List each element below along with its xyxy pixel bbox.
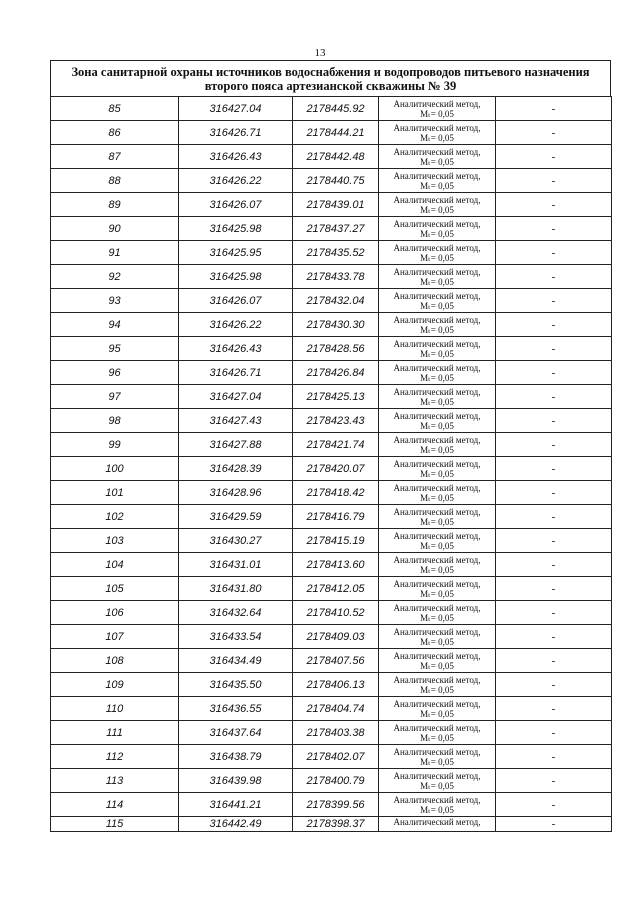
point-number: 114 <box>51 793 179 817</box>
description-cell: - <box>496 433 612 457</box>
table-row <box>51 817 612 832</box>
table-row <box>51 745 612 769</box>
coordinate-y: 2178444.21 <box>293 121 379 145</box>
method-name: Аналитический метод, <box>393 386 481 397</box>
coordinate-x: 316427.04 <box>179 97 293 121</box>
method-name: Аналитический метод, <box>393 746 481 757</box>
table-row <box>51 673 612 697</box>
point-number: 103 <box>51 529 179 553</box>
coordinate-x: 316434.49 <box>179 649 293 673</box>
method-name: Аналитический метод, <box>393 362 481 373</box>
point-number: 107 <box>51 625 179 649</box>
method-accuracy: Мₜ= 0,05 <box>420 516 454 527</box>
coordinate-x: 316431.80 <box>179 577 293 601</box>
table-row <box>51 145 612 169</box>
description-cell: - <box>496 241 612 265</box>
page-number: 13 <box>314 47 326 59</box>
description-cell: - <box>496 505 612 529</box>
coordinate-y: 2178402.07 <box>293 745 379 769</box>
point-number: 111 <box>51 721 179 745</box>
table-row <box>51 337 612 361</box>
method-name: Аналитический метод, <box>393 146 481 157</box>
coordinate-x: 316429.59 <box>179 505 293 529</box>
method-name: Аналитический метод, <box>393 578 481 589</box>
table-row <box>51 289 612 313</box>
point-number: 93 <box>51 289 179 313</box>
point-number: 106 <box>51 601 179 625</box>
coordinate-x: 316433.54 <box>179 625 293 649</box>
method-accuracy: Мₜ= 0,05 <box>420 204 454 215</box>
table-row <box>51 625 612 649</box>
description-cell: - <box>496 769 612 793</box>
point-number: 87 <box>51 145 179 169</box>
coordinate-x: 316436.55 <box>179 697 293 721</box>
method-cell <box>379 601 496 625</box>
table-row <box>51 481 612 505</box>
method-name: Аналитический метод, <box>393 554 481 565</box>
method-name: Аналитический метод, <box>393 266 481 277</box>
method-cell <box>379 625 496 649</box>
method-accuracy: Мₜ= 0,05 <box>420 348 454 359</box>
method-cell <box>379 361 496 385</box>
description-cell: - <box>496 121 612 145</box>
method-cell <box>379 793 496 817</box>
table-row <box>51 265 612 289</box>
point-number: 98 <box>51 409 179 433</box>
coordinate-x: 316427.88 <box>179 433 293 457</box>
method-accuracy: Мₜ= 0,05 <box>420 180 454 191</box>
description-cell: - <box>496 745 612 769</box>
method-cell <box>379 577 496 601</box>
table-row <box>51 553 612 577</box>
coordinate-x: 316438.79 <box>179 745 293 769</box>
method-accuracy: Мₜ= 0,05 <box>420 492 454 503</box>
coordinate-y: 2178400.79 <box>293 769 379 793</box>
point-number: 102 <box>51 505 179 529</box>
table-row <box>51 313 612 337</box>
description-cell: - <box>496 361 612 385</box>
method-cell <box>379 433 496 457</box>
coordinate-x: 316437.64 <box>179 721 293 745</box>
method-accuracy: Мₜ= 0,05 <box>420 324 454 335</box>
description-cell: - <box>496 169 612 193</box>
method-cell <box>379 217 496 241</box>
table-row <box>51 385 612 409</box>
description-cell: - <box>496 817 612 832</box>
description-cell: - <box>496 337 612 361</box>
coordinate-x: 316428.96 <box>179 481 293 505</box>
description-cell: - <box>496 601 612 625</box>
method-name: Аналитический метод, <box>393 530 481 541</box>
coordinates-table <box>50 96 612 832</box>
coordinate-x: 316426.07 <box>179 193 293 217</box>
method-cell <box>379 649 496 673</box>
coordinate-y: 2178437.27 <box>293 217 379 241</box>
coordinate-x: 316426.22 <box>179 313 293 337</box>
table-row <box>51 601 612 625</box>
coordinate-x: 316426.43 <box>179 145 293 169</box>
method-accuracy: Мₜ= 0,05 <box>420 732 454 743</box>
description-cell: - <box>496 793 612 817</box>
coordinate-x: 316435.50 <box>179 673 293 697</box>
description-cell: - <box>496 457 612 481</box>
point-number: 112 <box>51 745 179 769</box>
table-row <box>51 769 612 793</box>
coordinate-y: 2178410.52 <box>293 601 379 625</box>
method-name: Аналитический метод, <box>393 602 481 613</box>
table-row <box>51 577 612 601</box>
point-number: 104 <box>51 553 179 577</box>
table-row <box>51 793 612 817</box>
table-row <box>51 121 612 145</box>
table-row <box>51 217 612 241</box>
table-row <box>51 457 612 481</box>
coordinate-y: 2178426.84 <box>293 361 379 385</box>
method-accuracy: Мₜ= 0,05 <box>420 804 454 815</box>
method-accuracy: Мₜ= 0,05 <box>420 132 454 143</box>
method-name: Аналитический метод, <box>393 458 481 469</box>
coordinate-x: 316431.01 <box>179 553 293 577</box>
coordinate-x: 316439.98 <box>179 769 293 793</box>
method-cell <box>379 457 496 481</box>
coordinate-x: 316428.39 <box>179 457 293 481</box>
coordinate-y: 2178428.56 <box>293 337 379 361</box>
method-accuracy: Мₜ= 0,05 <box>420 420 454 431</box>
method-name: Аналитический метод, <box>393 650 481 661</box>
point-number: 108 <box>51 649 179 673</box>
method-cell <box>379 145 496 169</box>
method-name: Аналитический метод, <box>393 626 481 637</box>
method-name: Аналитический метод, <box>393 170 481 181</box>
method-name: Аналитический метод, <box>393 122 481 133</box>
method-accuracy: Мₜ= 0,05 <box>420 372 454 383</box>
point-number: 88 <box>51 169 179 193</box>
method-name: Аналитический метод, <box>393 314 481 325</box>
coordinate-y: 2178399.56 <box>293 793 379 817</box>
method-name: Аналитический метод, <box>393 338 481 349</box>
method-cell <box>379 337 496 361</box>
method-name: Аналитический метод, <box>393 482 481 493</box>
point-number: 92 <box>51 265 179 289</box>
description-cell: - <box>496 217 612 241</box>
method-name: Аналитический метод, <box>393 794 481 805</box>
method-name: Аналитический метод, <box>393 98 481 109</box>
point-number: 91 <box>51 241 179 265</box>
point-number: 99 <box>51 433 179 457</box>
description-cell: - <box>496 529 612 553</box>
method-accuracy: Мₜ= 0,05 <box>420 636 454 647</box>
coordinate-y: 2178416.79 <box>293 505 379 529</box>
method-cell <box>379 241 496 265</box>
method-accuracy: Мₜ= 0,05 <box>420 684 454 695</box>
coordinate-y: 2178404.74 <box>293 697 379 721</box>
coordinate-y: 2178407.56 <box>293 649 379 673</box>
method-cell <box>379 697 496 721</box>
method-accuracy: Мₜ= 0,05 <box>420 108 454 119</box>
table-body <box>51 97 612 832</box>
point-number: 110 <box>51 697 179 721</box>
method-name: Аналитический метод, <box>393 698 481 709</box>
point-number: 90 <box>51 217 179 241</box>
coordinate-y: 2178432.04 <box>293 289 379 313</box>
coordinate-y: 2178445.92 <box>293 97 379 121</box>
method-accuracy: Мₜ= 0,05 <box>420 780 454 791</box>
method-name: Аналитический метод, <box>393 218 481 229</box>
method-name: Аналитический метод, <box>393 770 481 781</box>
table-row <box>51 241 612 265</box>
method-name: Аналитический метод, <box>393 242 481 253</box>
description-cell: - <box>496 649 612 673</box>
method-accuracy: Мₜ= 0,05 <box>420 708 454 719</box>
method-accuracy: Мₜ= 0,05 <box>420 156 454 167</box>
table-row <box>51 169 612 193</box>
caption-line-1: Зона санитарной охраны источников водоснабжения и водопроводов питьевого назначения <box>71 65 590 79</box>
description-cell: - <box>496 721 612 745</box>
coordinate-y: 2178398.37 <box>293 817 379 832</box>
description-cell: - <box>496 673 612 697</box>
coordinate-x: 316426.71 <box>179 121 293 145</box>
method-name: Аналитический метод, <box>393 410 481 421</box>
coordinate-y: 2178423.43 <box>293 409 379 433</box>
point-number: 85 <box>51 97 179 121</box>
coordinate-y: 2178430.30 <box>293 313 379 337</box>
method-name: Аналитический метод, <box>393 506 481 517</box>
method-cell <box>379 529 496 553</box>
coordinate-x: 316425.98 <box>179 217 293 241</box>
method-cell <box>379 265 496 289</box>
coordinate-y: 2178421.74 <box>293 433 379 457</box>
method-accuracy: Мₜ= 0,05 <box>420 756 454 767</box>
method-cell <box>379 769 496 793</box>
point-number: 105 <box>51 577 179 601</box>
description-cell: - <box>496 481 612 505</box>
table-row <box>51 721 612 745</box>
method-cell <box>379 121 496 145</box>
description-cell: - <box>496 385 612 409</box>
method-accuracy: Мₜ= 0,05 <box>420 396 454 407</box>
coordinate-x: 316426.07 <box>179 289 293 313</box>
description-cell: - <box>496 289 612 313</box>
coordinate-y: 2178425.13 <box>293 385 379 409</box>
table-row <box>51 649 612 673</box>
coordinate-y: 2178435.52 <box>293 241 379 265</box>
table-row <box>51 697 612 721</box>
method-cell <box>379 313 496 337</box>
coordinate-x: 316426.43 <box>179 337 293 361</box>
method-cell <box>379 289 496 313</box>
coordinate-y: 2178409.03 <box>293 625 379 649</box>
method-accuracy: Мₜ= 0,05 <box>420 300 454 311</box>
point-number: 113 <box>51 769 179 793</box>
method-cell <box>379 745 496 769</box>
coordinate-y: 2178442.48 <box>293 145 379 169</box>
table-row <box>51 529 612 553</box>
method-cell <box>379 193 496 217</box>
description-cell: - <box>496 313 612 337</box>
point-number: 94 <box>51 313 179 337</box>
point-number: 97 <box>51 385 179 409</box>
method-accuracy: Мₜ= 0,05 <box>420 660 454 671</box>
method-accuracy: Мₜ= 0,05 <box>420 444 454 455</box>
table-row <box>51 97 612 121</box>
coordinate-x: 316426.22 <box>179 169 293 193</box>
description-cell: - <box>496 193 612 217</box>
coordinate-x: 316432.64 <box>179 601 293 625</box>
point-number: 86 <box>51 121 179 145</box>
method-name: Аналитический метод, <box>393 674 481 685</box>
method-cell <box>379 817 496 832</box>
method-accuracy: Мₜ= 0,05 <box>420 228 454 239</box>
table-row <box>51 505 612 529</box>
description-cell: - <box>496 577 612 601</box>
method-cell <box>379 169 496 193</box>
description-cell: - <box>496 97 612 121</box>
coordinate-y: 2178433.78 <box>293 265 379 289</box>
table-row <box>51 409 612 433</box>
coordinate-y: 2178418.42 <box>293 481 379 505</box>
method-cell <box>379 505 496 529</box>
method-accuracy: Мₜ= 0,05 <box>420 468 454 479</box>
table-row <box>51 433 612 457</box>
description-cell: - <box>496 697 612 721</box>
description-cell: - <box>496 553 612 577</box>
table-row <box>51 193 612 217</box>
coordinate-y: 2178420.07 <box>293 457 379 481</box>
coordinate-x: 316427.04 <box>179 385 293 409</box>
coordinate-x: 316425.95 <box>179 241 293 265</box>
coordinate-x: 316430.27 <box>179 529 293 553</box>
method-name: Аналитический метод, <box>393 722 481 733</box>
coordinate-x: 316427.43 <box>179 409 293 433</box>
coordinate-y: 2178403.38 <box>293 721 379 745</box>
coordinate-y: 2178406.13 <box>293 673 379 697</box>
table-row <box>51 361 612 385</box>
method-name: Аналитический метод, <box>393 817 481 827</box>
caption-line-2: второго пояса артезианской скважины № 39 <box>204 79 457 93</box>
point-number: 101 <box>51 481 179 505</box>
coordinate-x: 316425.98 <box>179 265 293 289</box>
point-number: 96 <box>51 361 179 385</box>
method-cell <box>379 385 496 409</box>
method-accuracy: Мₜ= 0,05 <box>420 540 454 551</box>
method-name: Аналитический метод, <box>393 434 481 445</box>
method-name: Аналитический метод, <box>393 290 481 301</box>
coordinate-x: 316441.21 <box>179 793 293 817</box>
description-cell: - <box>496 265 612 289</box>
method-cell <box>379 409 496 433</box>
method-name: Аналитический метод, <box>393 194 481 205</box>
coordinate-x: 316426.71 <box>179 361 293 385</box>
point-number: 115 <box>51 817 179 832</box>
coordinate-y: 2178440.75 <box>293 169 379 193</box>
method-accuracy: Мₜ= 0,05 <box>420 564 454 575</box>
coordinate-y: 2178413.60 <box>293 553 379 577</box>
coordinate-y: 2178439.01 <box>293 193 379 217</box>
point-number: 100 <box>51 457 179 481</box>
point-number: 109 <box>51 673 179 697</box>
coordinate-x: 316442.49 <box>179 817 293 832</box>
description-cell: - <box>496 625 612 649</box>
method-cell <box>379 481 496 505</box>
description-cell: - <box>496 409 612 433</box>
coordinates-sheet <box>50 60 611 832</box>
point-number: 89 <box>51 193 179 217</box>
method-cell <box>379 673 496 697</box>
method-cell <box>379 721 496 745</box>
coordinate-y: 2178415.19 <box>293 529 379 553</box>
method-accuracy: Мₜ= 0,05 <box>420 588 454 599</box>
method-cell <box>379 97 496 121</box>
method-accuracy: Мₜ= 0,05 <box>420 276 454 287</box>
method-cell <box>379 553 496 577</box>
table-caption <box>50 60 611 96</box>
method-accuracy: Мₜ= 0,05 <box>420 252 454 263</box>
description-cell: - <box>496 145 612 169</box>
point-number: 95 <box>51 337 179 361</box>
method-accuracy: Мₜ= 0,05 <box>420 612 454 623</box>
coordinate-y: 2178412.05 <box>293 577 379 601</box>
